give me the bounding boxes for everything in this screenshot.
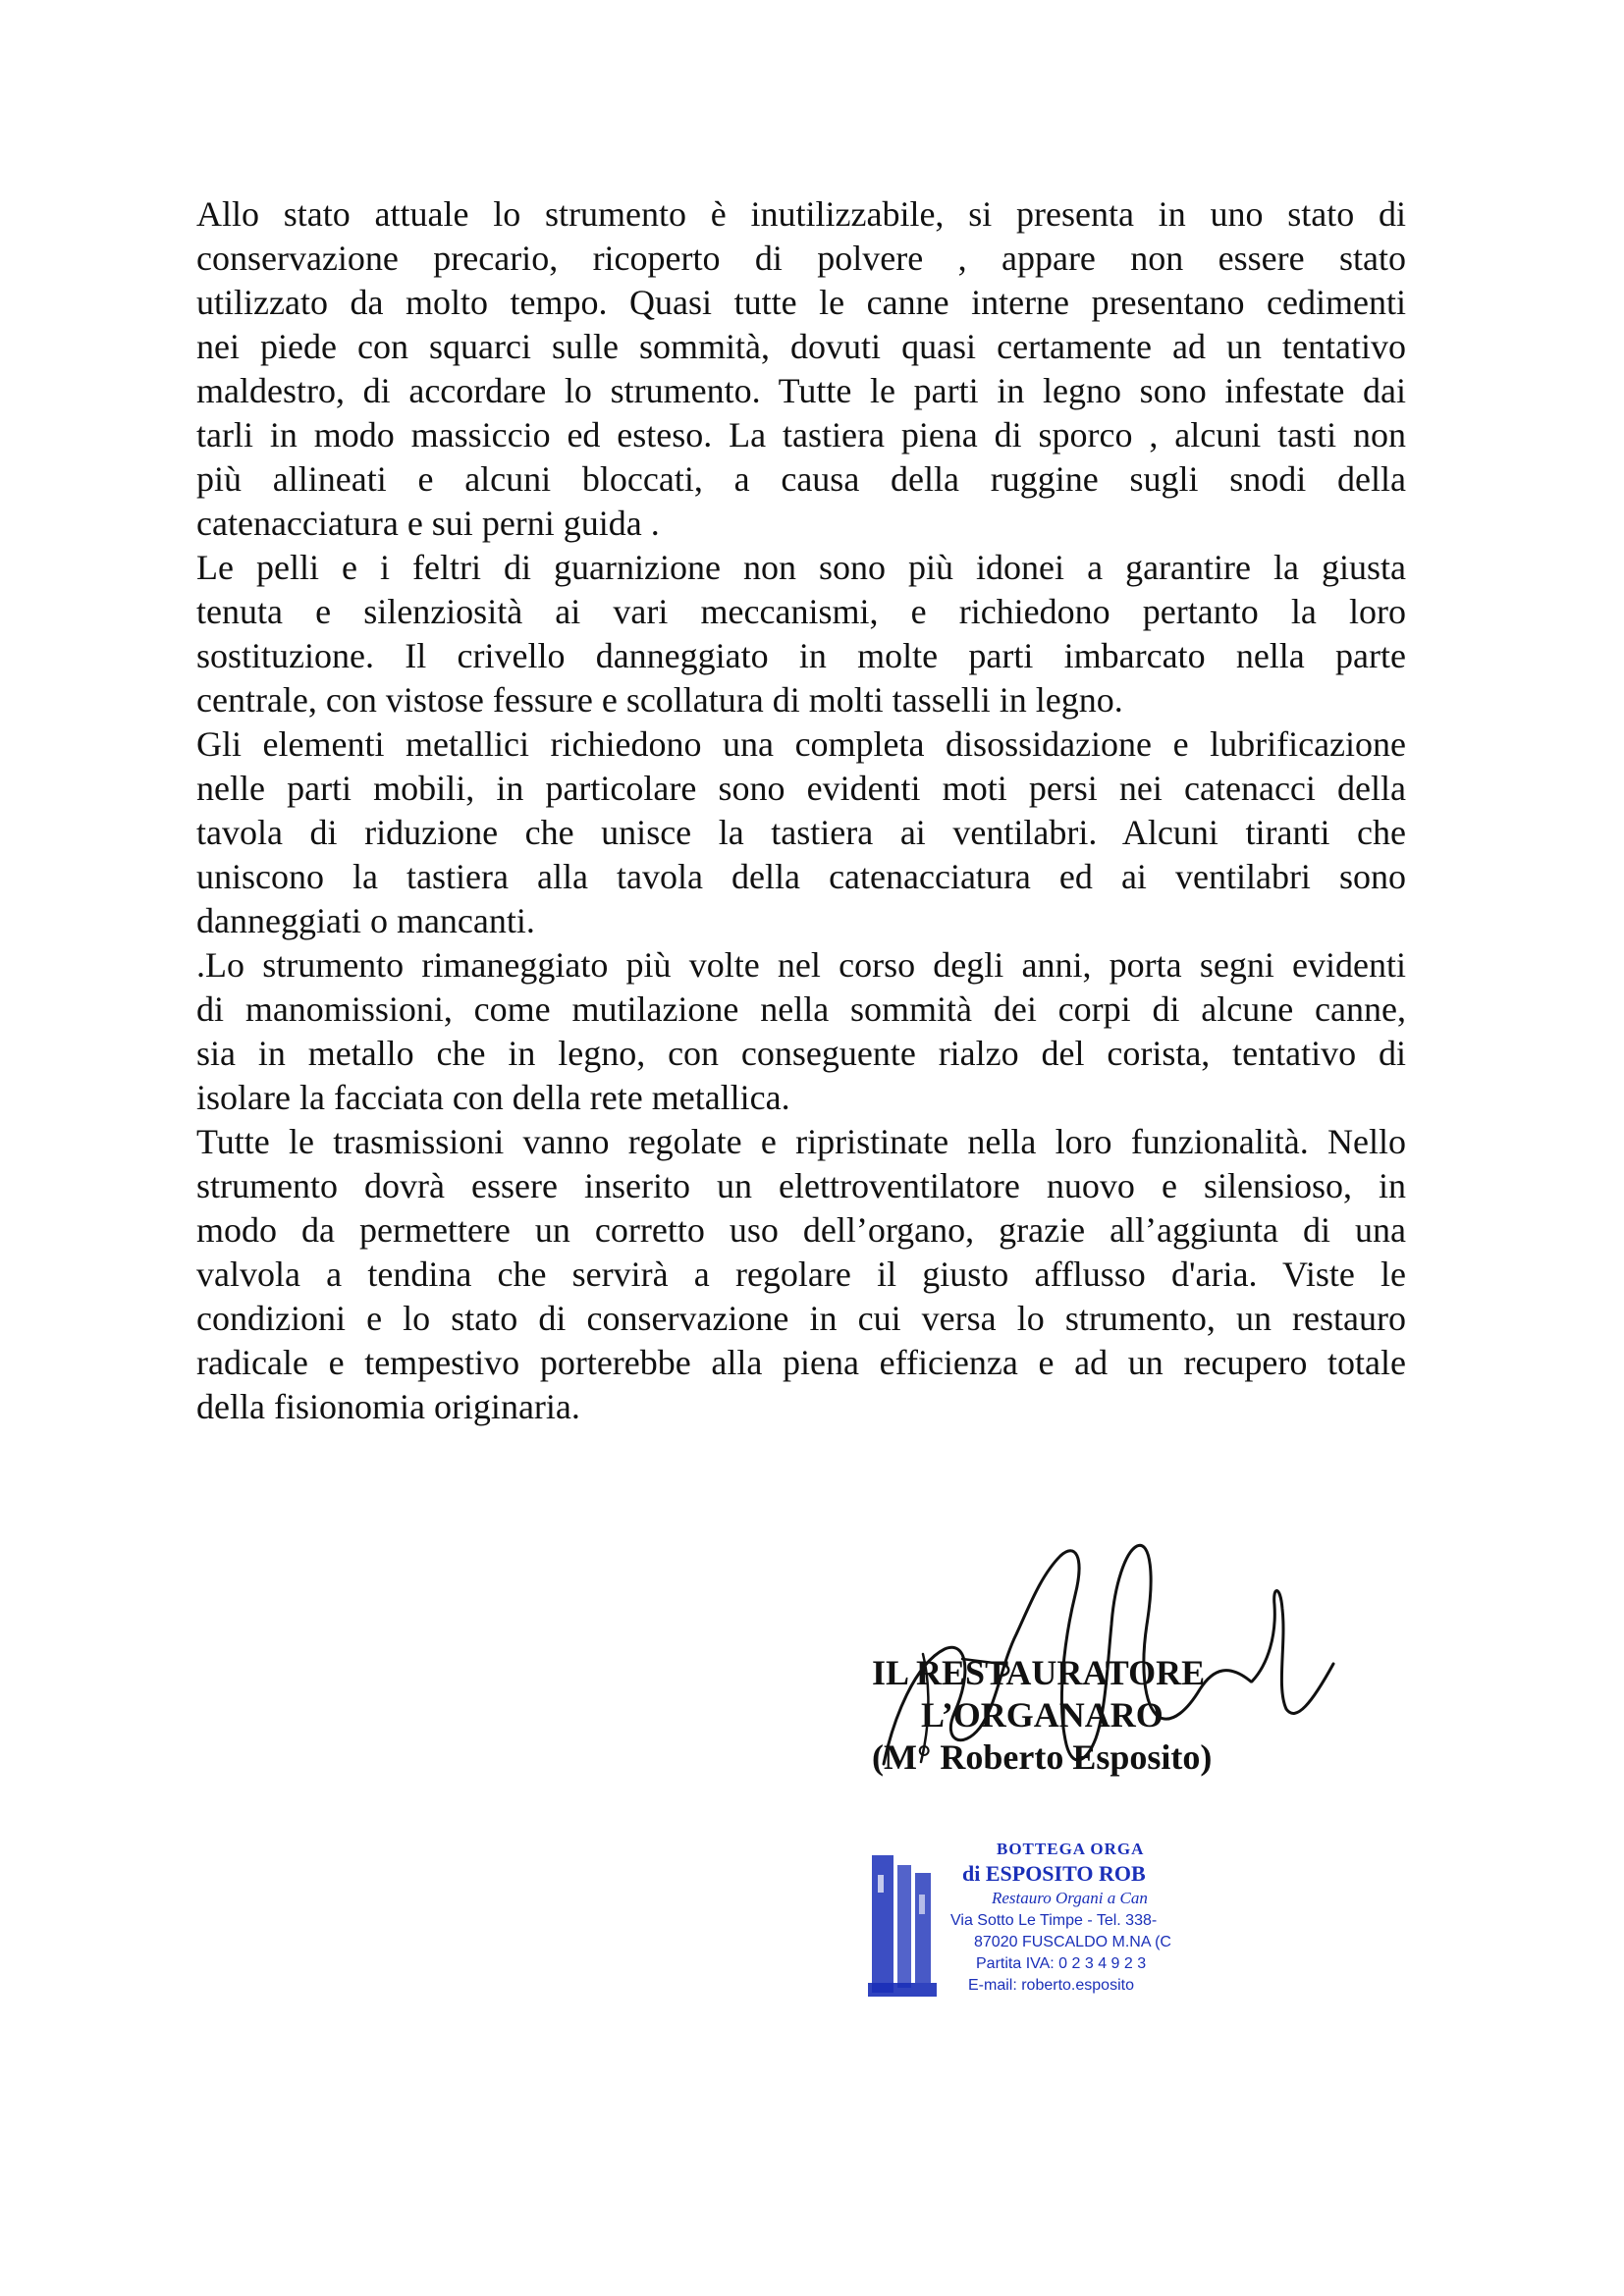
stamp-line: Via Sotto Le Timpe - Tel. 338- (950, 1912, 1158, 1929)
text-line: sia in metallo che in legno, con conseguente rialzo del corista, tentativo di (196, 1034, 1406, 1073)
text-line: tenuta e silenziosità ai vari meccanismi, e richiedono pertanto la loro (196, 592, 1406, 631)
stamp-organ-emblem (864, 1845, 943, 2002)
stamp-line: BOTTEGA ORGA (997, 1840, 1145, 1858)
text-line: più allineati e alcuni bloccati, a causa della ruggine sugli snodi della (196, 459, 1406, 499)
text-line: tavola di riduzione che unisce la tastiera ai ventilabri. Alcuni tiranti che (196, 813, 1406, 852)
text-line: Tutte le trasmissioni vanno regolate e ripristinate nella loro funzionalità. Nello (196, 1122, 1406, 1161)
stamp-line: E-mail: roberto.esposito (968, 1977, 1134, 1994)
stamp-line: di ESPOSITO ROB (962, 1861, 1146, 1886)
text-line: Allo stato attuale lo strumento è inutilizzabile, si presenta in uno stato di (196, 194, 1406, 234)
text-line: modo da permettere un corretto uso dell’organo, grazie all’aggiunta di una (196, 1210, 1406, 1250)
text-line: di manomissioni, come mutilazione nella sommità dei corpi di alcune canne, (196, 989, 1406, 1029)
text-line: sostituzione. Il crivello danneggiato in molte parti imbarcato nella parte (196, 636, 1406, 675)
signature-title: IL RESTAURATORE (872, 1653, 1206, 1692)
text-line: maldestro, di accordare lo strumento. Tutte le parti in legno sono infestate dai (196, 371, 1406, 410)
rubber-stamp (864, 1838, 1257, 2014)
text-line: danneggiati o mancanti. (196, 901, 535, 940)
text-line: valvola a tendina che servirà a regolare il giusto afflusso d'aria. Viste le (196, 1255, 1406, 1294)
stamp-line: 87020 FUSCALDO M.NA (C (974, 1934, 1171, 1950)
text-line: Gli elementi metallici richiedono una completa disossidazione e lubrificazione (196, 724, 1406, 764)
signature-role: L’ORGANARO (921, 1695, 1164, 1735)
signature-block (864, 1517, 1375, 1811)
text-line: nei piede con squarci sulle sommità, dovuti quasi certamente ad un tentativo (196, 327, 1406, 366)
text-line: .Lo strumento rimaneggiato più volte nel corso degli anni, porta segni evidenti (196, 945, 1406, 985)
text-line: della fisionomia originaria. (196, 1387, 580, 1426)
text-line: uniscono la tastiera alla tavola della catenacciatura ed ai ventilabri sono (196, 857, 1406, 896)
stamp-line: Restauro Organi a Can (992, 1889, 1148, 1907)
signature-name: (M° Roberto Esposito) (872, 1737, 1213, 1777)
stamp-line: Partita IVA: 0 2 3 4 9 2 3 (976, 1955, 1147, 1972)
report-body (196, 192, 1406, 1429)
text-line: tarli in modo massiccio ed esteso. La tastiera piena di sporco , alcuni tasti non (196, 415, 1406, 454)
handwritten-signature (864, 1517, 1375, 1811)
text-line: utilizzato da molto tempo. Quasi tutte le canne interne presentano cedimenti (196, 283, 1406, 322)
text-line: nelle parti mobili, in particolare sono evidenti moti persi nei catenacci della (196, 769, 1406, 808)
text-line: radicale e tempestivo porterebbe alla piena efficienza e ad un recupero totale (196, 1343, 1406, 1382)
text-line: isolare la facciata con della rete metallica. (196, 1078, 790, 1117)
text-line: strumento dovrà essere inserito un elettroventilatore nuovo e silensioso, in (196, 1166, 1406, 1205)
text-line: conservazione precario, ricoperto di polvere , appare non essere stato (196, 239, 1406, 278)
text-line: centrale, con vistose fessure e scollatura di molti tasselli in legno. (196, 680, 1123, 720)
text-line: Le pelli e i feltri di guarnizione non sono più idonei a garantire la giusta (196, 548, 1406, 587)
text-line: condizioni e lo stato di conservazione in cui versa lo strumento, un restauro (196, 1299, 1406, 1338)
text-line: catenacciatura e sui perni guida . (196, 504, 660, 543)
